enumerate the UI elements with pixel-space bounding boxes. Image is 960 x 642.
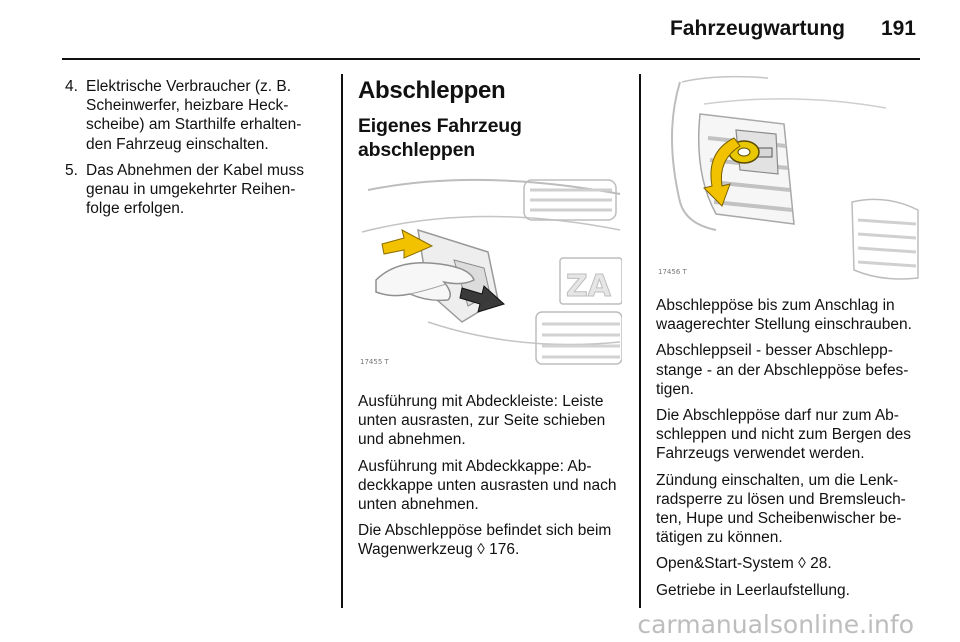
- paragraph: Ausführung mit Abdeckkappe: Ab-deckkappe unten ausrasten und nach unten abnehmen.: [358, 457, 617, 514]
- section-title: Abschleppen: [358, 77, 506, 104]
- list-item-number: 4.: [65, 78, 78, 95]
- paragraph: Abschleppöse bis zum Anschlag in waagerechter Stellung einschrauben.: [656, 297, 912, 334]
- paragraph: Open&Start-System ◊ 28.: [656, 555, 832, 573]
- header-rule: [62, 58, 920, 60]
- column-divider-left: [341, 74, 343, 608]
- paragraph: Ausführung mit Abdeckleiste: Leiste unten ausrasten, zur Seite schieben und abnehmen.: [358, 393, 606, 449]
- list-item: [62, 77, 324, 154]
- list-item-text: Das Abnehmen der Kabel muss genau in umgekehrter Reihen-folge erfolgen.: [86, 161, 304, 218]
- figure-tow-eye-install: [656, 74, 920, 286]
- middle-column: [358, 76, 626, 567]
- page-number: 191: [880, 17, 916, 40]
- paragraph: Die Abschleppöse befindet sich beim Wagenwerkzeug ◊ 176.: [358, 522, 612, 559]
- tow-eye-illustration: [656, 74, 920, 286]
- bumper-cover-illustration: [358, 172, 622, 376]
- watermark: carmanualsonline.info: [637, 610, 914, 639]
- list-item: [62, 161, 324, 219]
- figure-code: 17455 T: [360, 357, 389, 366]
- paragraph: Getriebe in Leerlaufstellung.: [656, 581, 850, 599]
- column-divider-right: [639, 74, 641, 608]
- figure-code: 17456 T: [658, 267, 687, 276]
- list-item-text: Elektrische Verbraucher (z. B. Scheinwerfer, heizbare Heck-scheibe) am Starthilfe erhalten-den Fahrzeug einschalten.: [86, 78, 302, 153]
- left-column: [62, 77, 324, 225]
- subsection-title: Eigenes Fahrzeug abschleppen: [358, 115, 522, 161]
- page-header: [0, 0, 960, 60]
- paragraph: Die Abschleppöse darf nur zum Ab-schleppen und nicht zum Bergen des Fahrzeugs verwendet werden.: [656, 407, 912, 463]
- figure-tow-eye-cover: [358, 172, 622, 376]
- paragraph: Zündung einschalten, um die Lenk-radsperre zu lösen und Bremsleuch-ten, Hupe und Scheibenwischer be-tätigen zu können.: [656, 471, 906, 547]
- paragraph: Abschleppseil - besser Abschlepp-stange - an der Abschleppöse befes-tigen.: [656, 342, 909, 398]
- right-column: [656, 74, 922, 607]
- svg-text:ZA: ZA: [566, 269, 611, 304]
- list-item-number: 5.: [65, 161, 78, 179]
- page-title: Fahrzeugwartung: [669, 17, 845, 40]
